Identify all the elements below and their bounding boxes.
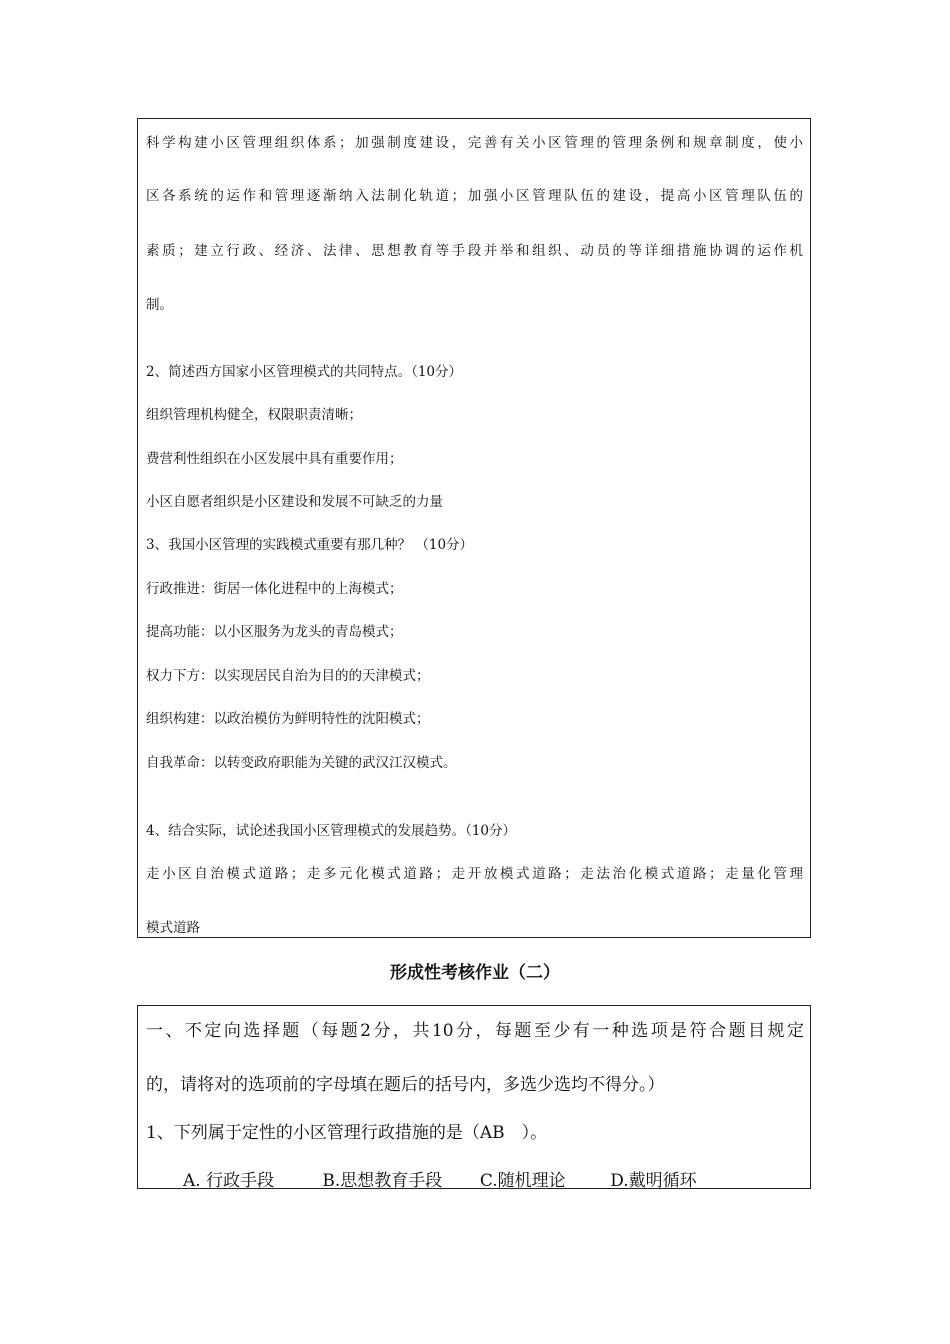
option-d: D.戴明循环 [610, 1171, 697, 1191]
answer-line: 行政推进：街居一体化进程中的上海模式； [146, 581, 403, 597]
assignment-title: 形成性考核作业（二） [390, 963, 560, 983]
paragraph-line: 素质；建立行政、经济、法律、思想教育等手段并举和组织、动员的等详细措施协调的运作机 [146, 243, 803, 259]
paragraph-line: 区各系统的运作和管理逐渐纳入法制化轨道；加强小区管理队伍的建设，提高小区管理队伍的 [146, 188, 803, 204]
answer-line: 小区自愿者组织是小区建设和发展不可缺乏的力量 [146, 494, 443, 510]
option-c: C.随机理论 [479, 1171, 566, 1191]
option-b: B.思想教育手段 [322, 1171, 443, 1191]
instruction-line: 一、不定向选择题（每题2分，共10分，每题至少有一种选项是符合题目规定 [146, 1021, 804, 1041]
option-a: A. 行政手段 [183, 1171, 275, 1191]
question-1: 1、下列属于定性的小区管理行政措施的是（AB ）。 [146, 1123, 548, 1143]
paragraph-line: 制。 [146, 297, 173, 313]
answer-line: 走小区自治模式道路；走多元化模式道路；走开放模式道路；走法治化模式道路；走量化管理 [146, 866, 803, 882]
answer-line: 组织管理机构健全，权限职责清晰； [146, 407, 362, 423]
answer-line: 费营利性组织在小区发展中具有重要作用； [146, 451, 403, 467]
paragraph-line: 科学构建小区管理组织体系；加强制度建设，完善有关小区管理的管理条例和规章制度，使小 [146, 135, 803, 151]
answer-line: 自我革命：以转变政府职能为关键的武汉江汉模式。 [146, 755, 457, 771]
question-2: 2、简述西方国家小区管理模式的共同特点。（10分） [146, 364, 463, 380]
answer-line: 提高功能：以小区服务为龙头的青岛模式； [146, 624, 403, 640]
question-3: 3、我国小区管理的实践模式重要有那几种？ （10分） [146, 537, 474, 553]
answer-box-1 [137, 118, 811, 938]
answer-line: 权力下方：以实现居民自治为目的的天津模式； [146, 668, 430, 684]
instruction-line: 的，请将对的选项前的字母填在题后的括号内，多选少选均不得分。） [146, 1075, 665, 1095]
answer-line: 模式道路 [146, 920, 200, 936]
question-box-2 [137, 1005, 811, 1189]
answer-line: 组织构建：以政治模仿为鲜明特性的沈阳模式； [146, 711, 430, 727]
options-row [183, 1166, 697, 1191]
question-4: 4、结合实际，试论述我国小区管理模式的发展趋势。（10分） [146, 823, 517, 839]
